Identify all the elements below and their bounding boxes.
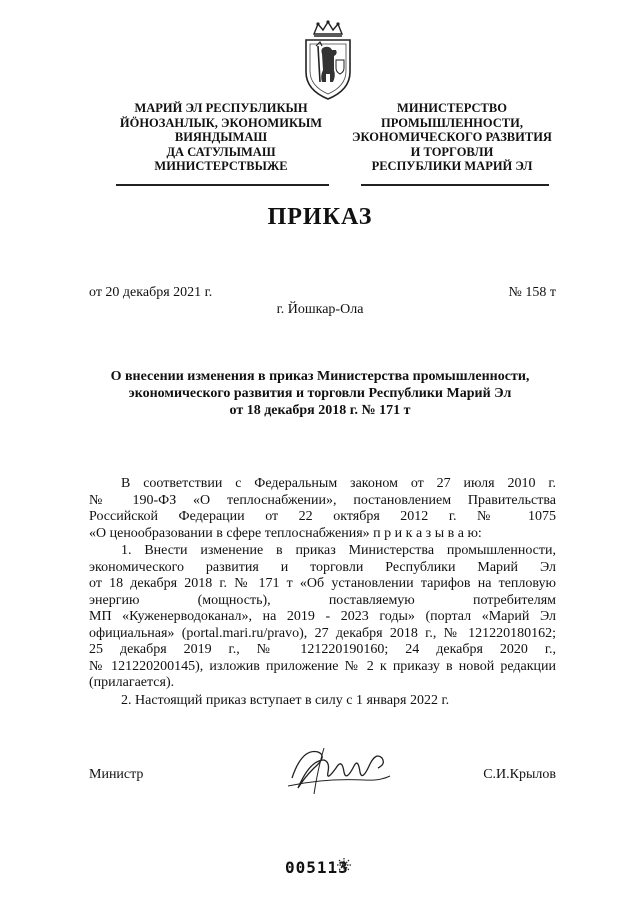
header-right-line: МИНИСТЕРСТВО	[397, 101, 507, 115]
header-right-line: И ТОРГОВЛИ	[410, 144, 494, 159]
subject-line: О внесении изменения в приказ Министерства промышленности,	[110, 369, 530, 384]
header-right-divider	[361, 184, 549, 186]
body-line: 2. Настоящий приказ вступает в силу с 1 января 2022 г.	[121, 693, 450, 708]
body-line: МП «Куженерводоканал», на 2019 - 2023 годы» (портал «Марий Эл	[89, 609, 556, 624]
item-2-paragraph	[89, 693, 556, 710]
header-right-block	[330, 101, 574, 174]
body-line: официальная» (portal.mari.ru/pravo), 27 декабря 2018 г., № 121220180162;	[89, 625, 556, 641]
document-city: г. Йошкар-Ола	[276, 302, 364, 317]
body-line: Российской Федерации от 22 октября 2012 г. № 1075	[89, 509, 556, 524]
body-line: экономического развития и торговли Республики Марий Эл	[89, 559, 556, 575]
header-left-block	[96, 101, 346, 174]
asterisk-icon	[336, 857, 352, 873]
header-left-line: ВИЯНДЫМАШ	[174, 130, 268, 144]
body-line: от 18 декабря 2018 г. № 171 т «Об установлении тарифов на тепловую	[89, 576, 556, 591]
coat-of-arms-icon	[300, 20, 356, 102]
document-number: № 158 т	[508, 285, 556, 300]
body-line: 1. Внести изменение в приказ Министерства промышленности,	[121, 543, 556, 558]
serial-number: 005113	[285, 858, 349, 877]
preamble-paragraph	[89, 476, 556, 542]
body-line: 25 декабря 2019 г., № 121220190160; 24 декабря 2020 г.,	[89, 642, 556, 657]
document-subject	[0, 368, 640, 419]
body-line: В соответствии с Федеральным законом от 27 июля 2010 г.	[121, 476, 556, 491]
body-line: № 121220200145), изложив приложение № 2 к приказу в новой редакции	[89, 658, 556, 674]
body-line: (прилагается).	[89, 675, 175, 690]
header-left-line: ЙÖНОЗАНЛЫК, ЭКОНОМИКЫМ	[119, 115, 323, 130]
header-left-line: МИНИСТЕРСТВЫЖЕ	[154, 159, 288, 173]
header-right-line: ПРОМЫШЛЕННОСТИ,	[381, 115, 523, 130]
document-title: ПРИКАЗ	[267, 204, 373, 230]
header-right-line: ЭКОНОМИЧЕСКОГО РАЗВИТИЯ	[352, 130, 552, 144]
document-date: от 20 декабря 2021 г.	[89, 285, 213, 300]
header-right-line: РЕСПУБЛИКИ МАРИЙ ЭЛ	[371, 159, 533, 173]
handwritten-signature	[284, 738, 394, 798]
header-left-line: МАРИЙ ЭЛ РЕСПУБЛИКЫН	[134, 101, 308, 115]
header-left-line: ДА САТУЛЫМАШ	[166, 144, 276, 159]
body-line: № 190-ФЗ «О теплоснабжении», постановлением Правительства	[89, 492, 556, 508]
body-line: энергию (мощность), поставляемую потребителям	[89, 592, 556, 608]
body-line: «О ценообразовании в сфере теплоснабжения» п р и к а з ы в а ю:	[89, 525, 482, 541]
subject-line: от 18 декабря 2018 г. № 171 т	[229, 403, 411, 418]
header-left-divider	[116, 184, 329, 186]
signatory-position: Министр	[89, 767, 144, 782]
subject-line: экономического развития и торговли Республики Марий Эл	[128, 386, 512, 401]
signatory-name: С.И.Крылов	[483, 767, 556, 782]
item-1-paragraph	[89, 543, 556, 692]
